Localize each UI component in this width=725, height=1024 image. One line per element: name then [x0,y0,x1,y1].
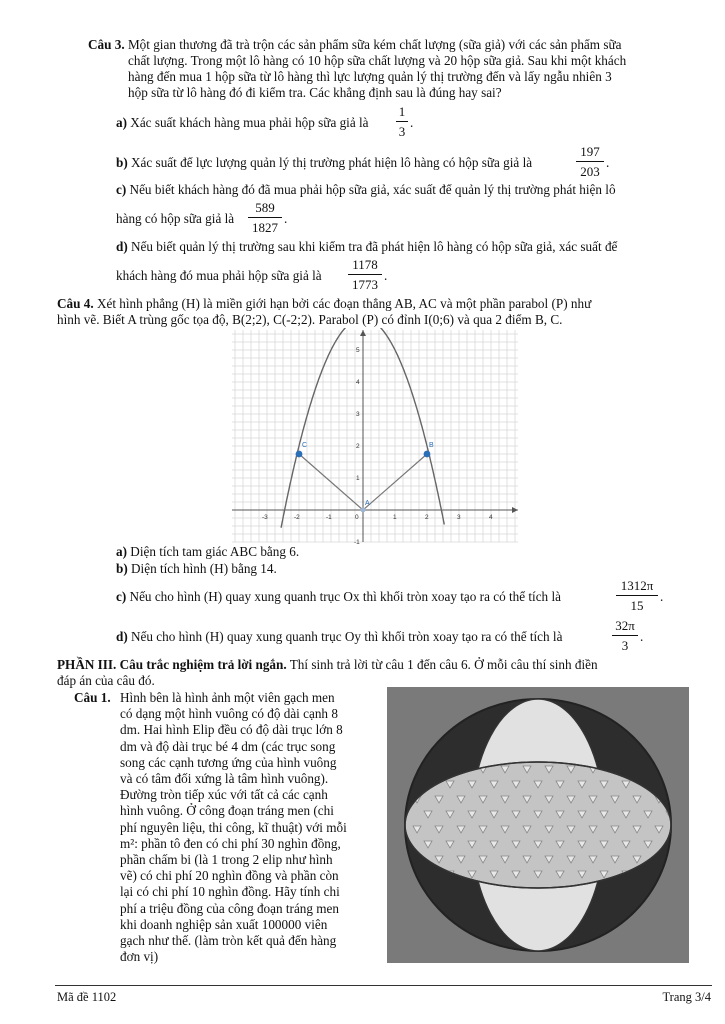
point-C [296,451,303,458]
q4-d-denominator: 3 [621,638,629,653]
x-tick-label: 4 [489,514,493,521]
p3-q1-line: phí a triệu đồng của công đoạn tráng men [120,900,339,916]
ceramic-tile-image [387,687,689,963]
part3-heading [57,657,598,673]
x-tick-label: 3 [457,514,461,521]
q4-option-c [116,589,561,605]
q3-b-text: Xác suất để lực lượng quản lý thị trường phát hiện lô hàng có hộp sữa giả là [131,155,533,170]
p3-q1-line: dm và độ dài trục bé 4 dm (các trục song [120,738,336,754]
x-tick-label: -2 [294,514,300,521]
q4-b-text: Diện tích hình (H) bằng 14. [131,561,277,576]
q3-stem-2: chất lượng. Trong một lô hàng có 10 hộp sữa chất lượng và 20 hộp sữa giả. Sau khi một khách [128,53,627,68]
q3-stem-4: hộp sữa từ lô hàng đó đi kiểm tra. Các khẳng định sau là đúng hay sai? [128,85,502,100]
p3-q1-line: Đường tròn tiếp xúc với tất cả các cạnh [120,787,328,803]
q4-c-fraction [616,578,658,613]
q3-b-fraction [576,144,604,179]
q4-c-denominator: 15 [630,598,644,613]
q4-b-label: b) [116,561,128,576]
p3-q1-line: và có tâm đối xứng là tâm hình vuông). [120,771,329,787]
point-B [424,451,431,458]
q3-c-text-1: Nếu biết khách hàng đó đã mua phải hộp sữa giả, xác suất để quản lý thị trường phát hiện lô [129,182,616,197]
point-A [361,508,366,513]
y-tick-label: 2 [356,443,360,450]
y-tick-label: 1 [356,475,360,482]
footer-exam-code: Mã đề 1102 [57,990,117,1004]
p3-q1-line: hình vuông. Ở công đoạn tráng men (chi [120,803,334,819]
q3-option-b [116,155,532,171]
q4-stem-2: hình vẽ. Biết A trùng gốc tọa độ, B(2;2), C(-2;2). Parabol (P) có đỉnh I(0;6) và qua 2 điểm B, C. [57,312,563,327]
x-tick-label: 0 [355,514,359,521]
q3-label: Câu 3. [88,37,125,52]
q3-c-numerator: 589 [255,200,275,215]
q4-option-d [116,629,562,645]
x-tick-label: 1 [393,514,397,521]
q4-a-label: a) [116,544,127,559]
p3-q1-line: đơn vị) [120,949,159,965]
q4-c-dot: . [660,589,664,604]
q3-c-fraction [248,200,282,235]
q3-option-d [116,239,617,255]
q3-a-fraction [396,104,408,139]
label-A: A [365,500,370,507]
q3-b-label: b) [116,155,128,170]
p3-q1-line: gạch như thế. (làm tròn kết quả đến hàng [120,933,337,949]
q3-d-label: d) [116,239,128,254]
p3-q1-line: phí nguyên liệu, thi công, kĩ thuật) với mỗi [120,819,347,835]
q3-d-fraction [348,257,382,292]
q3-c-denominator: 1827 [252,220,278,235]
q3-a-dot: . [410,115,414,130]
q4-stem-1: Xét hình phẳng (H) là miền giới hạn bởi các đoạn thẳng AB, AC và một phần parabol (P) như [96,296,592,311]
q3-d-numerator: 1178 [352,257,378,272]
x-tick-label: -1 [326,514,332,521]
q4-a-text: Diện tích tam giác ABC bằng 6. [130,544,300,559]
q4-label: Câu 4. [57,296,94,311]
footer-divider [55,985,712,986]
q4-d-fraction [612,618,638,653]
q3-stem-line-1 [88,37,621,53]
q4-d-text: Nếu cho hình (H) quay xung quanh trục Oy thì khối tròn xoay tạo ra có thể tích là [131,629,563,644]
p3-q1-body [120,690,382,965]
q3-b-dot: . [606,155,610,170]
label-C: C [302,442,308,449]
part3-intro-1: Thí sinh trả lời từ câu 1 đến câu 6. Ở mỗi câu thí sinh điền [289,657,598,672]
q4-option-b [116,561,277,577]
y-tick-label: 5 [356,347,360,354]
q3-a-label: a) [116,115,127,130]
y-tick-label: 4 [356,379,360,386]
p3-q1-line: khi doanh nghiệp sản xuất 100000 viên [120,916,328,932]
y-axis-arrow-icon [360,330,366,336]
q3-d-denominator: 1773 [352,277,378,292]
q3-c-dot: . [284,211,288,226]
footer-page-number: Trang 3/4 [662,990,711,1004]
q4-option-a [116,544,299,560]
x-tick-label: 2 [425,514,429,521]
p3-q1-label-text: Câu 1. [74,690,111,705]
p3-q1-line: Hình bên là hình ảnh một viên gạch men [120,690,335,705]
p3-q1-line: song các cạnh tương ứng của hình vuông [120,754,337,770]
q4-c-label: c) [116,589,127,604]
y-tick-label: 3 [356,411,360,418]
q3-b-numerator: 197 [580,144,600,159]
q3-c-text-2: hàng có hộp sữa giả là [116,211,235,226]
q4-d-dot: . [640,629,644,644]
p3-q1-line: dm. Hai hình Elip đều có độ dài trục lớn 8 [120,722,343,738]
q3-stem-1: Một gian thương đã trà trộn các sản phẩm sữa kém chất lượng (sữa giả) với các sản phẩm sữa [127,37,622,52]
q3-d-text-2: khách hàng đó mua phải hộp sữa giả là [116,268,322,283]
q3-option-a [116,115,369,131]
q4-c-text: Nếu cho hình (H) quay xung quanh trục Ox thì khối tròn xoay tạo ra có thể tích là [129,589,561,604]
q3-c-label: c) [116,182,127,197]
p3-q1-line: m²: phần tô đen có chi phí 30 nghìn đồng, [120,835,341,851]
q3-option-c [116,182,616,198]
q4-d-label: d) [116,629,128,644]
y-tick-label: -1 [354,539,360,544]
q3-a-text: Xác suất khách hàng mua phải hộp sữa giả là [130,115,369,130]
parabola-graph [232,328,522,544]
part3-intro-2: đáp án của câu đó. [57,673,155,688]
q3-a-denominator: 3 [398,124,406,139]
p3-q1-line: phần chấm bi (là 1 trong 2 elip như hình [120,852,333,868]
q3-b-denominator: 203 [580,164,600,179]
q4-stem-line-1 [57,296,591,312]
q3-d-text-1: Nếu biết quản lý thị trường sau khi kiểm tra đã phát hiện lô hàng có hộp sữa giả, xác suất để [131,239,618,254]
p3-q1-line: có dạng một hình vuông có độ dài cạnh 8 [120,706,338,722]
p3-q1-line: lại có chi phí 10 nghìn đồng. Hãy tính chi [120,884,340,900]
q4-c-numerator: 1312π [620,578,654,593]
q3-a-numerator: 1 [398,104,406,119]
label-B: B [429,442,434,449]
q4-d-numerator: 32π [615,618,635,633]
p3-q1-line: vẽ) có chi phí 20 nghìn đồng và phần còn [120,868,339,884]
p3-q1-label [74,690,111,706]
q3-d-dot: . [384,268,388,283]
x-tick-label: -3 [262,514,268,521]
part3-title: PHẦN III. Câu trắc nghiệm trả lời ngắn. [57,657,287,672]
q3-stem-3: hàng đến mua 1 hộp sữa từ lô hàng thì lực lượng quản lý thị trường đến và lấy ngẫu nhiên 3 [128,69,612,84]
